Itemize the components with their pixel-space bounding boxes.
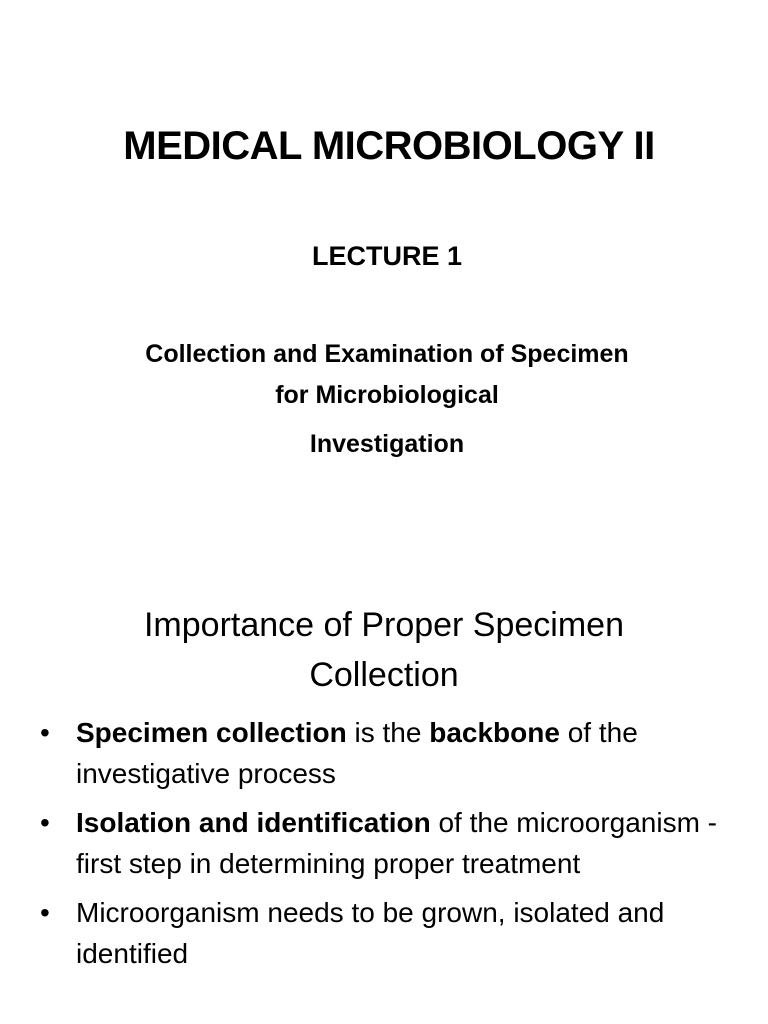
course-title: MEDICAL MICROBIOLOGY II	[123, 124, 655, 168]
slide-heading-line-1: Importance of Proper Specimen	[143, 606, 625, 644]
bullet-bold-text: Specimen collection	[76, 717, 347, 748]
subtitle-line-2: for Microbiological	[275, 381, 499, 409]
slide-heading-line-2: Collection	[309, 656, 459, 694]
bullet-bold-text: Isolation and identification	[76, 807, 431, 838]
slide-heading	[0, 600, 768, 700]
slide-content	[0, 512, 768, 1024]
lecture-subtitle	[0, 334, 768, 465]
lecture-number: LECTURE 1	[311, 241, 463, 271]
bullet-text: of the investigative process	[76, 717, 638, 789]
bullet-icon: •	[40, 897, 50, 928]
subtitle-line-3: Investigation	[309, 430, 465, 458]
subtitle-line-1: Collection and Examination of Specimen	[145, 340, 629, 368]
bullet-icon: •	[40, 717, 50, 748]
bullet-text: Microorganism needs to be grown, isolated and identified	[76, 897, 665, 969]
bullet-text: of the microorganism - first step in determining proper treatment	[76, 807, 718, 879]
bullet-item	[40, 802, 740, 884]
bullet-bold-text: backbone	[429, 717, 560, 748]
bullet-list	[40, 712, 740, 982]
bullet-icon: •	[40, 807, 50, 838]
bullet-item	[40, 712, 740, 794]
bullet-text: is the	[346, 717, 430, 748]
bullet-item	[40, 892, 740, 974]
